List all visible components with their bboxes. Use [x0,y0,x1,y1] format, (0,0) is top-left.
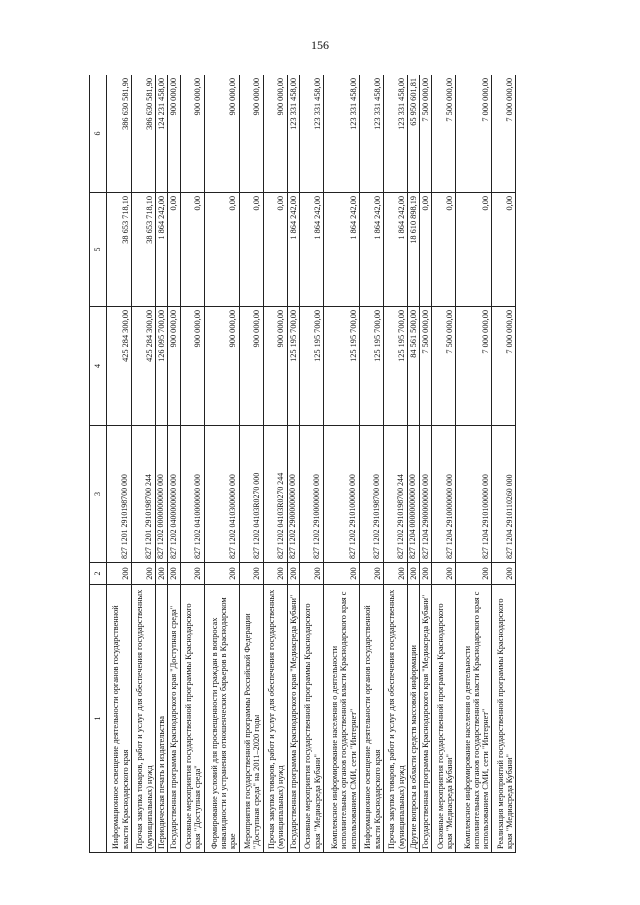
table-row [156,75,168,853]
row-value-col5: 0,00 [168,193,180,307]
row-code-cell: 827 1202 04103R0270 000 [239,426,263,563]
table-row [407,75,419,853]
row-value-col5: 1 864 242,00 [299,193,323,307]
row-col2-cell: 200 [180,563,204,585]
table-row [180,75,204,853]
row-value-col6: 123 331 458,00 [359,75,383,193]
row-code-cell: 827 1202 0410000000 000 [180,426,204,563]
column-header: 2 [90,563,107,585]
row-value-col4: 7 000 000,00 [456,307,492,426]
table-row [323,75,359,853]
table-row [107,75,132,853]
row-col2-cell: 200 [263,563,287,585]
row-value-col4: 125 195 700,00 [299,307,323,426]
row-value-col4: 900 000,00 [263,307,287,426]
row-code-cell: 827 1202 2910000000 000 [299,426,323,563]
row-value-col4: 900 000,00 [180,307,204,426]
rotated-table-area [89,75,571,853]
row-name-cell: Государственная программа Краснодарского края "Медиасреда Кубани" [287,585,299,853]
row-value-col5: 0,00 [492,193,516,307]
row-value-col5: 38 653 718,10 [132,193,156,307]
table-row [299,75,323,853]
row-code-cell: 827 1204 2910110260 000 [492,426,516,563]
row-value-col6: 386 630 581,90 [107,75,132,193]
row-value-col4: 125 195 700,00 [323,307,359,426]
page-number: 156 [311,38,329,52]
table-row [204,75,239,853]
row-code-cell: 827 1202 0000000000 000 [156,426,168,563]
row-name-cell: Государственная программа Краснодарского края "Доступная среда" [168,585,180,853]
row-value-col4: 84 561 500,00 [407,307,419,426]
row-code-cell: 827 1202 2910198700 000 [359,426,383,563]
row-value-col5: 1 864 242,00 [287,193,299,307]
row-value-col6: 7 500 000,00 [420,75,432,193]
row-value-col6: 65 950 601,81 [407,75,419,193]
column-header: 3 [90,426,107,563]
row-value-col5: 0,00 [263,193,287,307]
row-value-col4: 125 195 700,00 [287,307,299,426]
row-value-col4: 900 000,00 [239,307,263,426]
table-row [287,75,299,853]
row-code-cell: 827 1202 2910100000 000 [323,426,359,563]
row-name-cell: Государственная программа Краснодарского края "Медиасреда Кубани" [420,585,432,853]
row-value-col6: 123 331 458,00 [383,75,407,193]
row-name-cell: Комплексное информирование населения о деятельности исполнительных органов государственной власти Краснодарского края с использованием СМИ, сети "Интернет" [323,585,359,853]
row-col2-cell: 200 [107,563,132,585]
table-row [432,75,456,853]
row-value-col6: 900 000,00 [168,75,180,193]
column-header: 6 [90,75,107,193]
row-code-cell: 827 1201 2910198700 244 [132,426,156,563]
row-value-col5: 1 864 242,00 [156,193,168,307]
row-name-cell: Прочая закупка товаров, работ и услуг для обеспечения государственных (муниципальных) нужд [263,585,287,853]
row-col2-cell: 200 [407,563,419,585]
table-row [168,75,180,853]
row-value-col4: 7 500 000,00 [420,307,432,426]
row-value-col5: 0,00 [432,193,456,307]
row-name-cell: Информационное освещение деятельности органов государственной власти Краснодарского края [107,585,132,853]
row-col2-cell: 200 [132,563,156,585]
row-code-cell: 827 1204 2910100000 000 [456,426,492,563]
row-col2-cell: 200 [383,563,407,585]
row-name-cell: Прочая закупка товаров, работ и услуг для обеспечения государственных (муниципальных) нужд [132,585,156,853]
row-code-cell: 827 1202 2910198700 244 [383,426,407,563]
row-col2-cell: 200 [420,563,432,585]
row-value-col6: 900 000,00 [204,75,239,193]
row-code-cell: 827 1202 04103R0270 244 [263,426,287,563]
budget-table [89,75,516,853]
row-value-col4: 125 195 700,00 [359,307,383,426]
row-value-col4: 7 500 000,00 [432,307,456,426]
row-code-cell: 827 1201 2910198700 000 [107,426,132,563]
row-value-col5: 0,00 [420,193,432,307]
landscape-page [89,75,571,853]
row-name-cell: Формирование условий для просвещенности граждан в вопросах инвалидности и устранения отношенческих барьеров в Краснодарском крае [204,585,239,853]
row-value-col6: 900 000,00 [239,75,263,193]
row-name-cell: Информационное освещение деятельности органов государственной власти Краснодарского края [359,585,383,853]
row-value-col6: 7 000 000,00 [456,75,492,193]
row-col2-cell: 200 [432,563,456,585]
table-row [263,75,287,853]
row-value-col4: 900 000,00 [204,307,239,426]
row-value-col6: 386 630 581,90 [132,75,156,193]
row-value-col5: 0,00 [204,193,239,307]
table-row [456,75,492,853]
row-name-cell: Основные мероприятия государственной программы Краснодарского края "Медиасреда Кубани" [432,585,456,853]
row-name-cell: Прочая закупка товаров, работ и услуг для обеспечения государственных (муниципальных) нужд [383,585,407,853]
header-row [90,75,107,853]
row-col2-cell: 200 [299,563,323,585]
column-header: 4 [90,307,107,426]
row-value-col6: 123 331 458,00 [287,75,299,193]
row-value-col6: 900 000,00 [180,75,204,193]
row-name-cell: Периодическая печать и издательства [156,585,168,853]
row-code-cell: 827 1202 0400000000 000 [168,426,180,563]
row-value-col6: 900 000,00 [263,75,287,193]
row-code-cell: 827 1204 0000000000 000 [407,426,419,563]
row-col2-cell: 200 [323,563,359,585]
row-col2-cell: 200 [204,563,239,585]
row-value-col4: 126 095 700,00 [156,307,168,426]
row-value-col5: 38 653 718,10 [107,193,132,307]
row-value-col6: 7 000 000,00 [492,75,516,193]
row-name-cell: Мероприятия государственной программы Российской Федерации "Доступная среда" на 2011–2020 годы [239,585,263,853]
table-row [420,75,432,853]
row-name-cell: Другие вопросы в области средств массовой информации [407,585,419,853]
row-value-col5: 0,00 [456,193,492,307]
row-code-cell: 827 1204 2910000000 000 [432,426,456,563]
row-col2-cell: 200 [492,563,516,585]
table-row [132,75,156,853]
row-value-col5: 1 864 242,00 [359,193,383,307]
row-col2-cell: 200 [168,563,180,585]
row-code-cell: 827 1204 2900000000 000 [420,426,432,563]
row-name-cell: Основные мероприятия государственной программы Краснодарского края "Доступная среда" [180,585,204,853]
row-value-col4: 7 000 000,00 [492,307,516,426]
table-row [239,75,263,853]
row-value-col4: 425 284 300,00 [132,307,156,426]
row-code-cell: 827 1202 2900000000 000 [287,426,299,563]
row-col2-cell: 200 [287,563,299,585]
row-col2-cell: 200 [156,563,168,585]
row-name-cell: Комплексное информирование населения о деятельности исполнительных органов государственной власти Краснодарского края с использованием СМИ, сети "Интернет" [456,585,492,853]
row-value-col4: 125 195 700,00 [383,307,407,426]
row-value-col4: 900 000,00 [168,307,180,426]
table-row [492,75,516,853]
row-value-col6: 123 331 458,00 [299,75,323,193]
row-col2-cell: 200 [456,563,492,585]
row-value-col5: 18 610 898,19 [407,193,419,307]
table-body [107,75,516,853]
column-header: 1 [90,585,107,853]
row-code-cell: 827 1202 0410300000 000 [204,426,239,563]
row-name-cell: Основные мероприятия государственной программы Краснодарского края "Медиасреда Кубани" [299,585,323,853]
row-value-col6: 7 500 000,00 [432,75,456,193]
column-header: 5 [90,193,107,307]
table-row [359,75,383,853]
row-value-col5: 0,00 [239,193,263,307]
row-value-col5: 0,00 [180,193,204,307]
row-value-col4: 425 284 300,00 [107,307,132,426]
row-value-col5: 1 864 242,00 [323,193,359,307]
row-value-col6: 124 231 458,00 [156,75,168,193]
row-name-cell: Реализация мероприятий государственной программы Краснодарского края "Медиасреда Кубани" [492,585,516,853]
row-col2-cell: 200 [359,563,383,585]
table-row [383,75,407,853]
row-value-col5: 1 864 242,00 [383,193,407,307]
row-value-col6: 123 331 458,00 [323,75,359,193]
row-col2-cell: 200 [239,563,263,585]
